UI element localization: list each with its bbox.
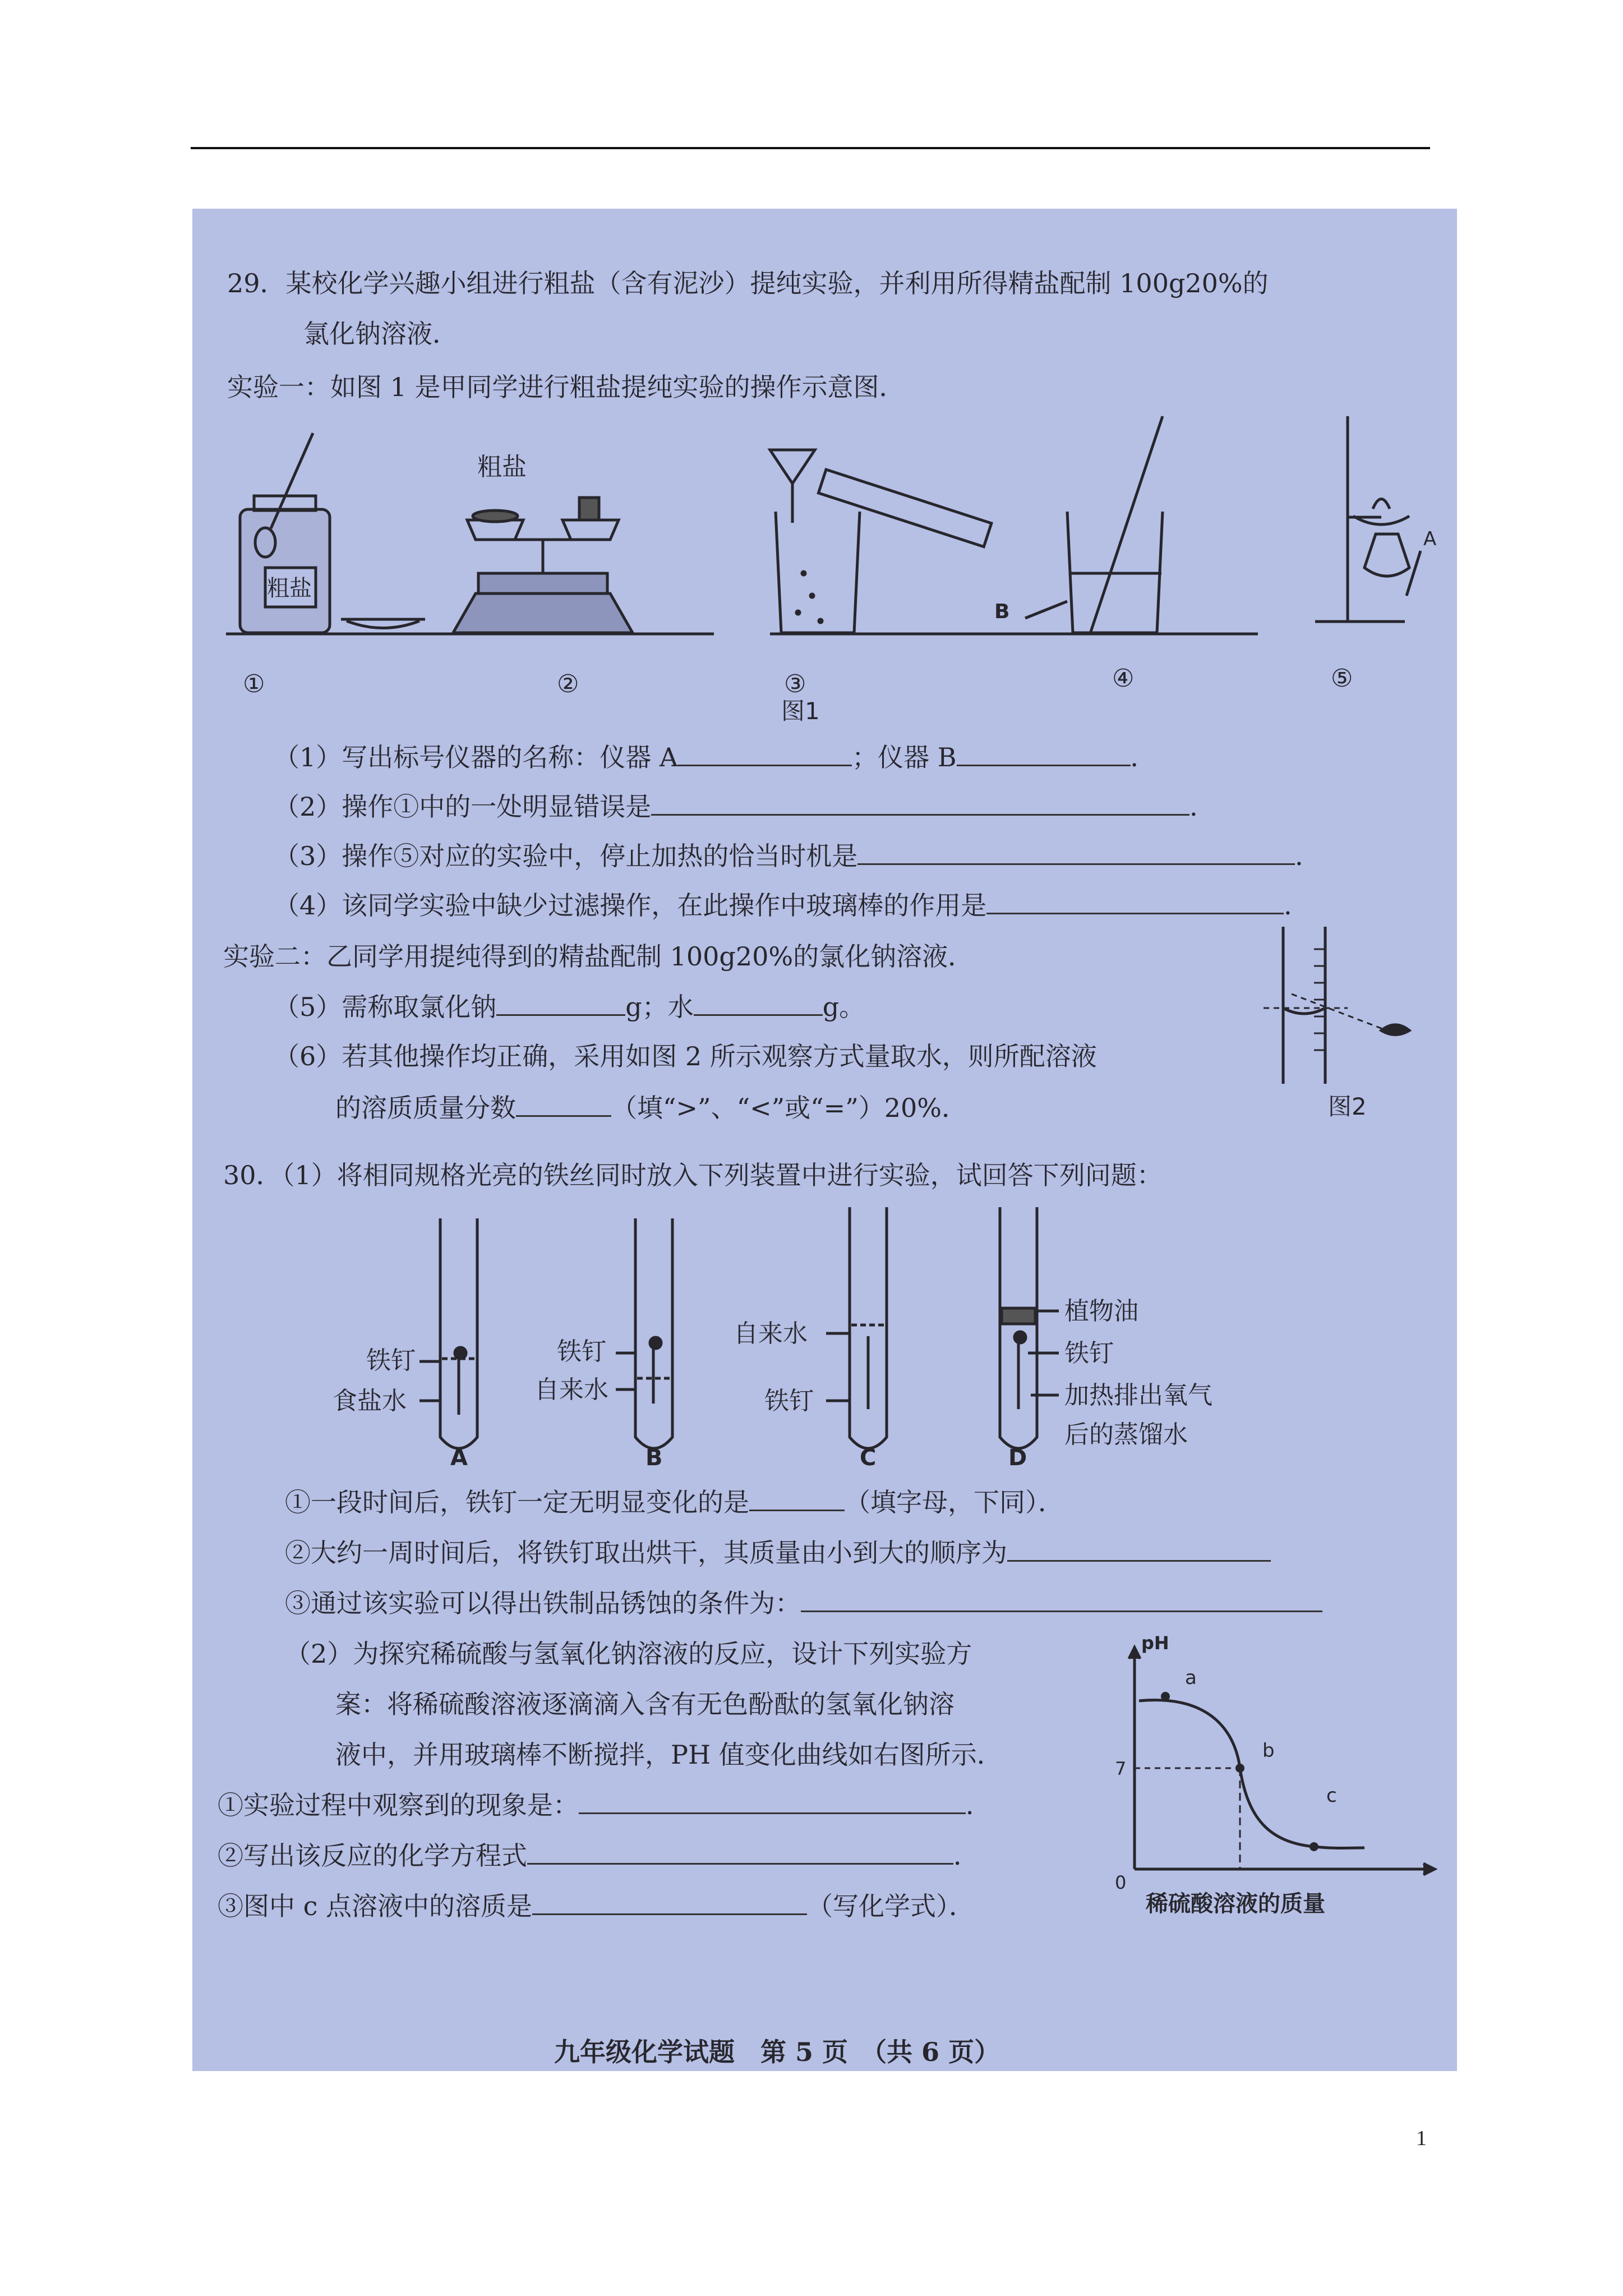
x-axis-label: 稀硫酸溶液的质量 (1146, 1891, 1325, 1917)
q29-sub5-text-a: （5）需称取氯化钠 (274, 992, 497, 1022)
exam-footer: 九年级化学试题 第 5 页 （共 6 页） (554, 2037, 1000, 2067)
q30-r1-end: ． (966, 1790, 992, 1820)
page-number: 1 (1416, 2127, 1427, 2150)
q29-exp2-title: 实验二：乙同学用提纯得到的精盐配制 100g20%的氯化钠溶液． (223, 941, 974, 972)
q30-sub3-text: ③通过该实验可以得出铁制品锈蚀的条件为： (285, 1588, 801, 1618)
q30-part2-r3 (218, 1893, 975, 1919)
origin-label: 0 (1115, 1872, 1127, 1893)
y-axis-label: pH (1141, 1632, 1169, 1654)
answer-blank-solute[interactable] (532, 1913, 807, 1915)
ph-curve (1139, 1700, 1364, 1848)
figure-1-caption: 图1 (781, 697, 820, 725)
tube-c-label-2: 铁钉 (764, 1387, 814, 1415)
y-tick-7: 7 (1115, 1758, 1127, 1779)
label-a: a (1185, 1667, 1197, 1689)
q29-sub2-period: ． (1189, 792, 1216, 822)
step-label-4: ④ (1112, 664, 1135, 693)
figure-test-tubes (192, 209, 1457, 1499)
tube-a-label-2: 食盐水 (333, 1387, 407, 1415)
tube-b-label-2: 自来水 (534, 1375, 608, 1404)
balance-label: 粗盐 (477, 453, 527, 481)
test-tube-a (440, 1218, 477, 1448)
tube-d-label-4: 后的蒸馏水 (1064, 1420, 1188, 1449)
tube-d-label-3: 加热排出氧气 (1064, 1381, 1212, 1410)
scanned-exam-sheet (192, 209, 1457, 2071)
figure-2-caption: 图2 (1328, 1093, 1367, 1120)
q29-sub5-text-c: g。 (822, 992, 865, 1022)
point-b (1235, 1764, 1244, 1773)
q30-sub3 (285, 1590, 1322, 1616)
q29-sub1-text-b: ；仪器 B (852, 742, 957, 772)
label-b: b (1262, 1740, 1275, 1762)
answer-blank-q30-3[interactable] (801, 1610, 1322, 1612)
tube-c-label-1: 自来水 (734, 1319, 808, 1348)
q29-sub6-text-a: 的溶质质量分数 (335, 1093, 516, 1123)
q29-sub1-period: ． (1130, 742, 1156, 772)
step-label-2: ② (557, 670, 579, 698)
q29-stem-line1: 29．某校化学兴趣小组进行粗盐（含有泥沙）提纯实验，并利用所得精盐配制 100g20%的 (227, 268, 1269, 298)
q29-sub5-text-b: g；水 (625, 992, 694, 1022)
q30-sub1 (285, 1489, 1064, 1515)
step-label-3: ③ (784, 670, 806, 698)
q30-r1-text: ①实验过程中观察到的现象是： (218, 1790, 579, 1820)
q30-sub2-text: ②大约一周时间后，将铁钉取出烘干，其质量由小到大的顺序为 (285, 1538, 1007, 1568)
test-tube-c (850, 1207, 887, 1448)
tube-a-label-1: 铁钉 (366, 1346, 416, 1375)
header-rule (191, 147, 1430, 149)
q30-r3-end: （写化学式）． (807, 1891, 975, 1921)
q29-exp1-title: 实验一：如图 1 是甲同学进行粗盐提纯实验的操作示意图． (227, 372, 905, 402)
step-label-1: ① (243, 670, 265, 698)
test-tube-d (1000, 1207, 1059, 1448)
q29-sub2-text: （2）操作①中的一处明显错误是 (274, 792, 652, 822)
answer-blank-q30-1[interactable] (749, 1509, 845, 1511)
q30-part2-r1 (218, 1792, 992, 1818)
q30-part2-r2 (218, 1843, 979, 1869)
q29-sub4-text: （4）该同学实验中缺少过滤操作，在此操作中玻璃棒的作用是 (274, 890, 987, 921)
tube-b-label-1: 铁钉 (557, 1337, 606, 1366)
q29-sub3-text: （3）操作⑤对应的实验中，停止加热的恰当时机是 (274, 841, 858, 871)
q30-sub2 (285, 1540, 1271, 1566)
point-a (1161, 1692, 1170, 1701)
test-tube-b (635, 1218, 672, 1448)
answer-blank-equation[interactable] (527, 1862, 953, 1865)
tube-d-label-1: 植物油 (1064, 1297, 1138, 1326)
tube-b-letter: B (645, 1445, 663, 1471)
answer-blank-q30-2[interactable] (1007, 1559, 1271, 1562)
tube-a-letter: A (450, 1445, 468, 1471)
q29-sub3-period: ． (1295, 841, 1321, 871)
q30-part2-line1: （2）为探究稀硫酸与氢氧化钠溶液的反应，设计下列实验方 (285, 1639, 972, 1669)
jar-label: 粗盐 (267, 576, 312, 601)
answer-blank-phenomenon[interactable] (579, 1812, 966, 1814)
ph-curve-chart (1101, 1634, 1449, 1925)
q29-sub4-period: ． (1284, 890, 1310, 921)
label-c: c (1326, 1784, 1337, 1807)
tube-d-letter: D (1008, 1445, 1027, 1471)
q30-r3-text: ③图中 c 点溶液中的溶质是 (218, 1891, 533, 1921)
tube-d-label-2: 铁钉 (1064, 1339, 1114, 1368)
q30-sub1-end: （填字母，下同）． (845, 1487, 1064, 1517)
tube-c-letter: C (860, 1445, 877, 1471)
q29-sub6-line1: （6）若其他操作均正确，采用如图 2 所示观察方式量取水，则所配溶液 (274, 1041, 1097, 1071)
q30-r2-text: ②写出该反应的化学方程式 (218, 1841, 527, 1871)
q30-part2-line3: 液中，并用玻璃棒不断搅拌，PH 值变化曲线如右图所示． (335, 1740, 1003, 1770)
q29-sub6-text-b: （填“>”、“<”或“=”）20%． (611, 1093, 967, 1123)
q30-stem: 30．（1）将相同规格光亮的铁丝同时放入下列装置中进行实验，试回答下列问题： (223, 1160, 1163, 1190)
point-c (1310, 1842, 1318, 1851)
q29-sub1-text-a: （1）写出标号仪器的名称：仪器 A (274, 742, 679, 772)
instrument-b-label: B (994, 600, 1010, 623)
q30-part2-line2: 案：将稀硫酸溶液逐滴滴入含有无色酚酞的氢氧化钠溶 (335, 1689, 955, 1719)
instrument-a-label: A (1423, 528, 1437, 550)
step-label-5: ⑤ (1331, 664, 1353, 693)
q30-sub1-text: ①一段时间后，铁钉一定无明显变化的是 (285, 1487, 749, 1517)
q29-stem-line2: 氯化钠溶液． (303, 319, 458, 349)
q30-r2-end: ． (953, 1841, 979, 1871)
